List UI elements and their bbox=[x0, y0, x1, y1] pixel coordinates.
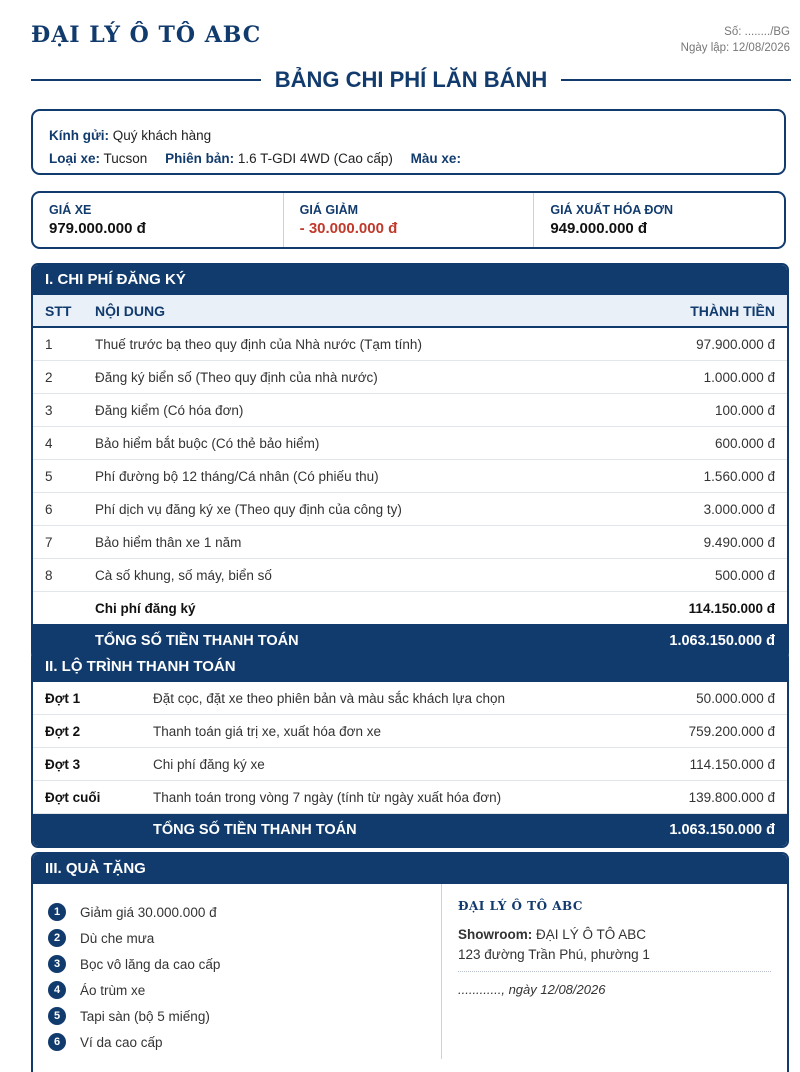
title-divider-right bbox=[561, 79, 791, 81]
row-amount: 3.000.000 đ bbox=[603, 493, 787, 526]
row-stt: 4 bbox=[33, 427, 94, 460]
number-badge: 6 bbox=[48, 1033, 66, 1051]
subtotal-value: 114.150.000 đ bbox=[603, 592, 787, 625]
row-amount: 500.000 đ bbox=[603, 559, 787, 592]
row-content: Đăng kiểm (Có hóa đơn) bbox=[94, 394, 603, 427]
table-row bbox=[33, 394, 787, 427]
price-cell-invoice bbox=[534, 193, 784, 247]
row-content: Cà số khung, số máy, biển số bbox=[94, 559, 603, 592]
total-label: TỔNG SỐ TIỀN THANH TOÁN bbox=[152, 814, 628, 847]
doc-meta bbox=[681, 24, 790, 56]
gift-text: Tapi sàn (bộ 5 miếng) bbox=[80, 1008, 210, 1024]
row-stt: 8 bbox=[33, 559, 94, 592]
total-label: TỔNG SỐ TIỀN THANH TOÁN bbox=[94, 624, 603, 658]
payment-row bbox=[33, 748, 787, 781]
phase-label: Đợt 2 bbox=[33, 715, 152, 748]
row-amount: 97.900.000 đ bbox=[603, 327, 787, 361]
list-item bbox=[48, 1029, 441, 1055]
phase-content: Chi phí đăng ký xe bbox=[152, 748, 628, 781]
phase-amount: 114.150.000 đ bbox=[628, 748, 787, 781]
gift-list bbox=[33, 884, 442, 1059]
page-title: BẢNG CHI PHÍ LĂN BÁNH bbox=[274, 67, 548, 92]
number-badge: 1 bbox=[48, 903, 66, 921]
price-summary bbox=[31, 191, 786, 249]
customer-info-box bbox=[31, 109, 786, 175]
gift-text: Dù che mưa bbox=[80, 930, 155, 946]
doc-date: Ngày lập: 12/08/2026 bbox=[680, 42, 790, 54]
phase-label: Đợt 3 bbox=[33, 748, 152, 781]
row-content: Bảo hiểm bắt buộc (Có thẻ bảo hiểm) bbox=[94, 427, 603, 460]
showroom-value: ĐẠI LÝ Ô TÔ ABC bbox=[536, 927, 647, 942]
section-heading: II. LỘ TRÌNH THANH TOÁN bbox=[33, 652, 787, 682]
price-label: GIÁ XE bbox=[49, 203, 92, 217]
payment-total-row bbox=[33, 814, 787, 847]
row-stt: 5 bbox=[33, 460, 94, 493]
phase-amount: 139.800.000 đ bbox=[628, 781, 787, 814]
gifts-body bbox=[33, 884, 787, 1059]
col-amount: THÀNH TIỀN bbox=[603, 295, 787, 327]
signature-date: ............, ngày 12/08/2026 bbox=[458, 982, 606, 997]
table-row bbox=[33, 427, 787, 460]
phase-content: Đặt cọc, đặt xe theo phiên bản và màu sắc khách lựa chọn bbox=[152, 682, 628, 715]
table-row bbox=[33, 559, 787, 592]
list-item bbox=[48, 1003, 441, 1029]
phase-content: Thanh toán trong vòng 7 ngày (tính từ ngày xuất hóa đơn) bbox=[152, 781, 628, 814]
gifts-section bbox=[31, 852, 789, 1072]
phase-amount: 50.000.000 đ bbox=[628, 682, 787, 715]
col-content: NỘI DUNG bbox=[94, 295, 603, 327]
model-label: Loại xe: bbox=[49, 151, 101, 166]
table-row bbox=[33, 493, 787, 526]
divider bbox=[458, 971, 771, 972]
subtotal-row bbox=[33, 592, 787, 625]
row-content: Thuế trước bạ theo quy định của Nhà nước (Tạm tính) bbox=[94, 327, 603, 361]
model-value: Tucson bbox=[103, 151, 148, 166]
dealer-brand: ĐẠI LÝ Ô TÔ ABC bbox=[31, 22, 262, 48]
phase-content: Thanh toán giá trị xe, xuất hóa đơn xe bbox=[152, 715, 628, 748]
row-stt: 2 bbox=[33, 361, 94, 394]
phase-label: Đợt 1 bbox=[33, 682, 152, 715]
gift-text: Ví da cao cấp bbox=[80, 1034, 163, 1050]
number-badge: 5 bbox=[48, 1007, 66, 1025]
total-value: 1.063.150.000 đ bbox=[628, 814, 787, 847]
table-row bbox=[33, 526, 787, 559]
row-content: Phí đường bộ 12 tháng/Cá nhân (Có phiếu thu) bbox=[94, 460, 603, 493]
row-stt: 1 bbox=[33, 327, 94, 361]
color-label: Màu xe: bbox=[410, 151, 461, 166]
price-label: GIÁ GIẢM bbox=[299, 203, 359, 217]
number-badge: 2 bbox=[48, 929, 66, 947]
section-heading: III. QUÀ TẶNG bbox=[33, 854, 787, 884]
phase-amount: 759.200.000 đ bbox=[628, 715, 787, 748]
payment-table bbox=[33, 682, 787, 846]
row-amount: 1.560.000 đ bbox=[603, 460, 787, 493]
list-item bbox=[48, 925, 441, 951]
price-label: GIÁ XUẤT HÓA ĐƠN bbox=[550, 203, 674, 217]
price-cell-discount bbox=[284, 193, 535, 247]
discount-value: - 30.000.000 đ bbox=[299, 220, 398, 237]
price-cell-car bbox=[33, 193, 284, 247]
number-badge: 3 bbox=[48, 955, 66, 973]
gift-text: Áo trùm xe bbox=[80, 982, 146, 998]
table-row bbox=[33, 460, 787, 493]
list-item bbox=[48, 951, 441, 977]
payment-section bbox=[31, 650, 789, 848]
gift-text: Giảm giá 30.000.000 đ bbox=[80, 904, 217, 920]
subtotal-label: Chi phí đăng ký bbox=[94, 592, 603, 625]
row-amount: 600.000 đ bbox=[603, 427, 787, 460]
version-value: 1.6 T-GDI 4WD (Cao cấp) bbox=[237, 151, 393, 166]
table-header-row bbox=[33, 295, 787, 327]
section-heading: I. CHI PHÍ ĐĂNG KÝ bbox=[33, 265, 787, 295]
title-divider-left bbox=[31, 79, 261, 81]
number-badge: 4 bbox=[48, 981, 66, 999]
total-value: 1.063.150.000 đ bbox=[603, 624, 787, 658]
signature-brand: ĐẠI LÝ Ô TÔ ABC bbox=[458, 899, 583, 913]
row-amount: 1.000.000 đ bbox=[603, 361, 787, 394]
row-amount: 100.000 đ bbox=[603, 394, 787, 427]
payment-row bbox=[33, 682, 787, 715]
showroom-address: 123 đường Trần Phú, phường 1 bbox=[458, 947, 650, 962]
row-content: Phí dịch vụ đăng ký xe (Theo quy định của công ty) bbox=[94, 493, 603, 526]
row-stt: 7 bbox=[33, 526, 94, 559]
showroom-label: Showroom: bbox=[458, 927, 533, 942]
to-value: Quý khách hàng bbox=[112, 128, 212, 143]
price-value: 949.000.000 đ bbox=[550, 220, 648, 237]
registration-table bbox=[33, 295, 787, 658]
title-row bbox=[31, 66, 791, 94]
doc-number: Số: ......../BG bbox=[724, 26, 790, 38]
list-item bbox=[48, 977, 441, 1003]
row-stt: 3 bbox=[33, 394, 94, 427]
version-label: Phiên bản: bbox=[165, 151, 235, 166]
row-stt: 6 bbox=[33, 493, 94, 526]
payment-row bbox=[33, 715, 787, 748]
list-item bbox=[48, 899, 441, 925]
row-content: Đăng ký biển số (Theo quy định của nhà nước) bbox=[94, 361, 603, 394]
row-amount: 9.490.000 đ bbox=[603, 526, 787, 559]
to-label: Kính gửi: bbox=[49, 128, 110, 143]
table-row bbox=[33, 361, 787, 394]
registration-section bbox=[31, 263, 789, 660]
phase-label: Đợt cuối bbox=[33, 781, 152, 814]
table-row bbox=[33, 327, 787, 361]
row-content: Bảo hiểm thân xe 1 năm bbox=[94, 526, 603, 559]
price-value: 979.000.000 đ bbox=[49, 220, 146, 237]
col-stt: STT bbox=[33, 295, 94, 327]
signature-block bbox=[442, 884, 787, 1059]
gift-text: Bọc vô lăng da cao cấp bbox=[80, 956, 221, 972]
payment-row bbox=[33, 781, 787, 814]
